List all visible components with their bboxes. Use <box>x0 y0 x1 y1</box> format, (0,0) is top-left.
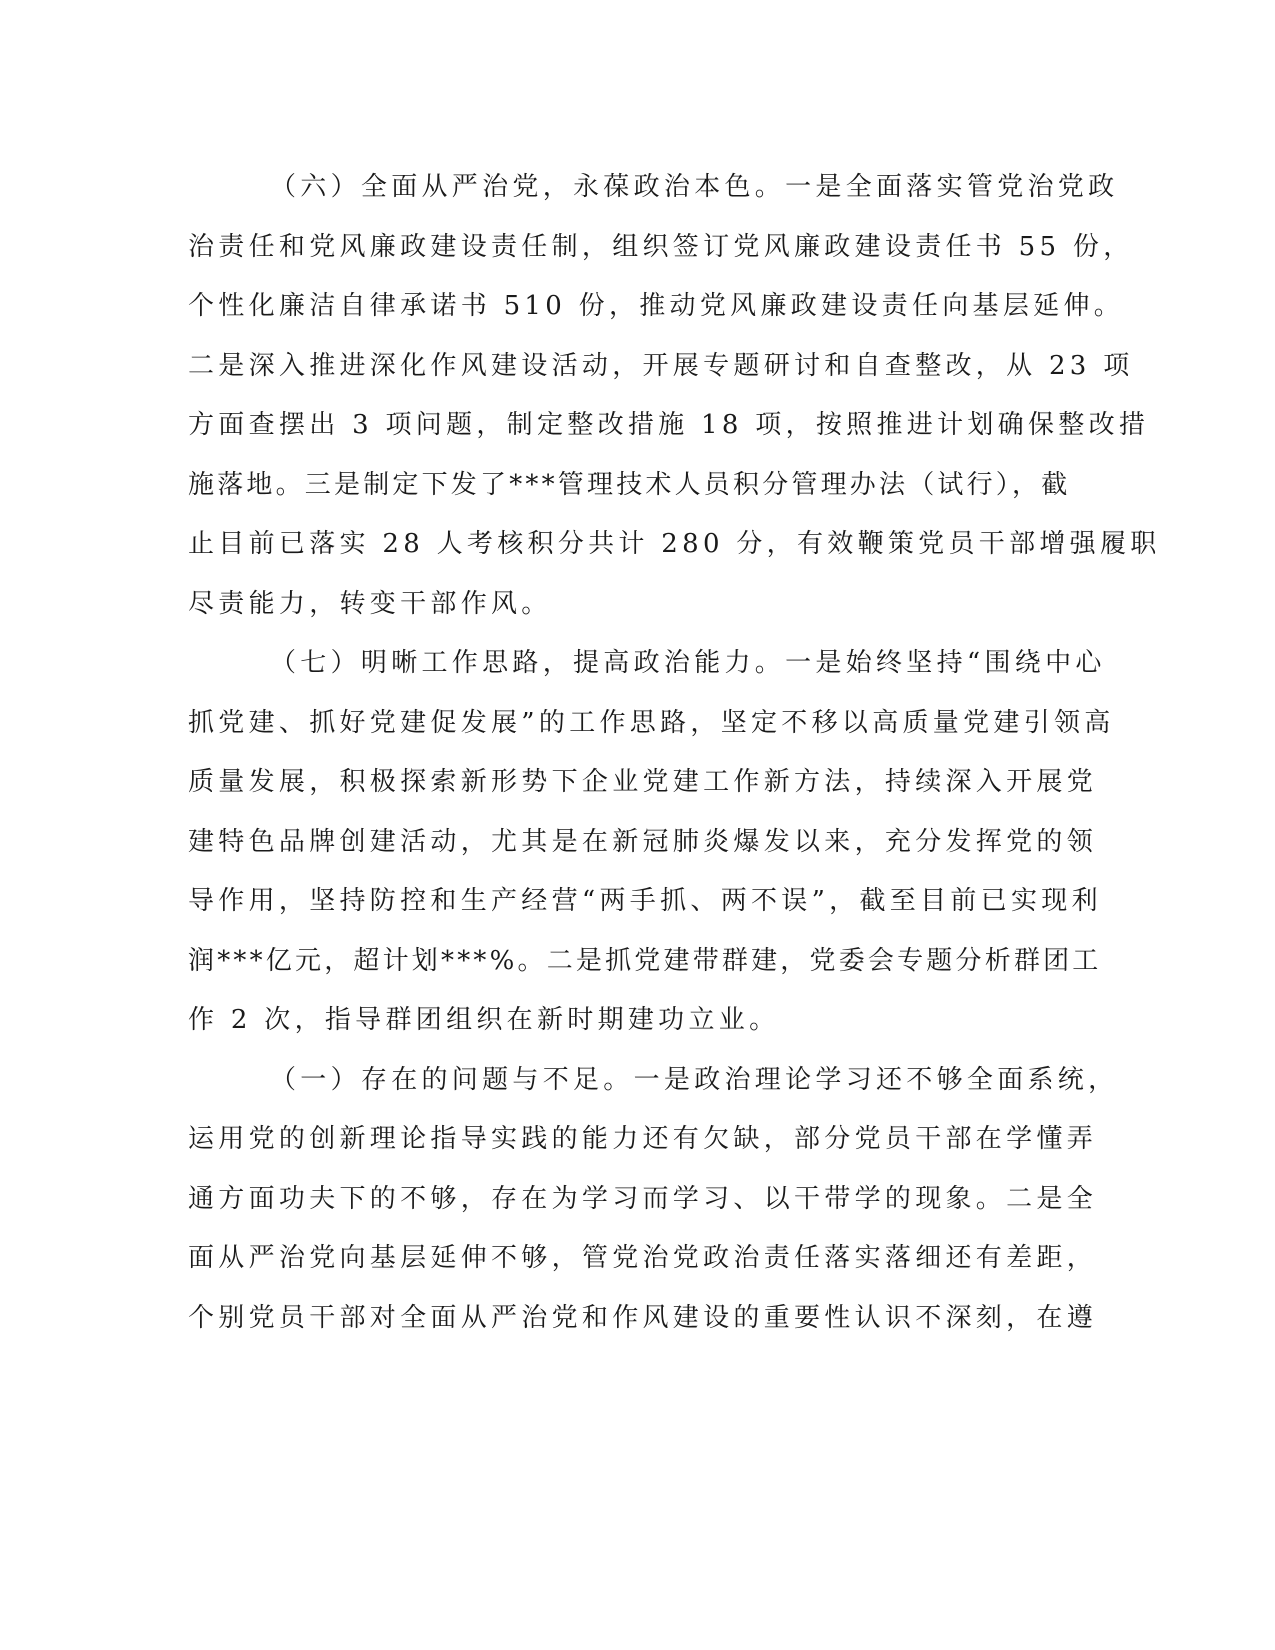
paragraph-7-line-4: 建特色品牌创建活动，尤其是在新冠肺炎爆发以来，充分发挥党的领 <box>188 826 1098 857</box>
paragraph-problems-line-3: 通方面功夫下的不够，存在为学习而学习、以干带学的现象。二是全 <box>188 1183 1098 1214</box>
paragraph-6-line-8: 尽责能力，转变干部作风。 <box>188 588 552 619</box>
paragraph-6-line-7: 止目前已落实 28 人考核积分共计 280 分，有效鞭策党员干部增强履职 <box>188 529 1161 559</box>
paragraph-6-line-2: 治责任和党风廉政建设责任制，组织签订党风廉政建设责任书 55 份， <box>188 231 1134 262</box>
paragraph-6-line-5: 方面查摆出 3 项问题，制定整改措施 18 项，按照推进计划确保整改措 <box>188 410 1150 440</box>
paragraph-problems-line-5: 个别党员干部对全面从严治党和作风建设的重要性认识不深刻，在遵 <box>188 1302 1098 1333</box>
paragraph-problems-line-2: 运用党的创新理论指导实践的能力还有欠缺，部分党员干部在学懂弄 <box>188 1124 1098 1154</box>
document-body <box>188 158 1161 1348</box>
paragraph-problems-line-4: 面从严治党向基层延伸不够，管党治党政治责任落实落细还有差距， <box>188 1243 1098 1273</box>
paragraph-7-line-1: （七）明晰工作思路，提高政治能力。一是始终坚持“围绕中心 <box>270 648 1106 678</box>
paragraph-7-line-2: 抓党建、抓好党建促发展”的工作思路，坚定不移以高质量党建引领高 <box>188 707 1115 738</box>
paragraph-problems-line-1: （一）存在的问题与不足。一是政治理论学习还不够全面系统， <box>270 1064 1119 1095</box>
paragraph-7-line-7: 作 2 次，指导群团组织在新时期建功立业。 <box>188 1005 780 1035</box>
paragraph-7-line-6: 润***亿元，超计划***%。二是抓党建带群建，党委会专题分析群团工 <box>188 945 1102 976</box>
paragraph-6-line-6: 施落地。三是制定下发了***管理技术人员积分管理办法（试行），截 <box>188 469 1071 500</box>
paragraph-6-line-1: （六）全面从严治党，永葆政治本色。一是全面落实管党治党政 <box>270 172 1119 202</box>
paragraph-7-line-5: 导作用，坚持防控和生产经营“两手抓、两不误”，截至目前已实现利 <box>188 886 1102 916</box>
paragraph-6-line-4: 二是深入推进深化作风建设活动，开展专题研讨和自查整改，从 23 项 <box>188 350 1134 381</box>
paragraph-6-line-3: 个性化廉洁自律承诺书 510 份，推动党风廉政建设责任向基层延伸。 <box>188 291 1125 321</box>
paragraph-7-line-3: 质量发展，积极探索新形势下企业党建工作新方法，持续深入开展党 <box>188 767 1098 797</box>
